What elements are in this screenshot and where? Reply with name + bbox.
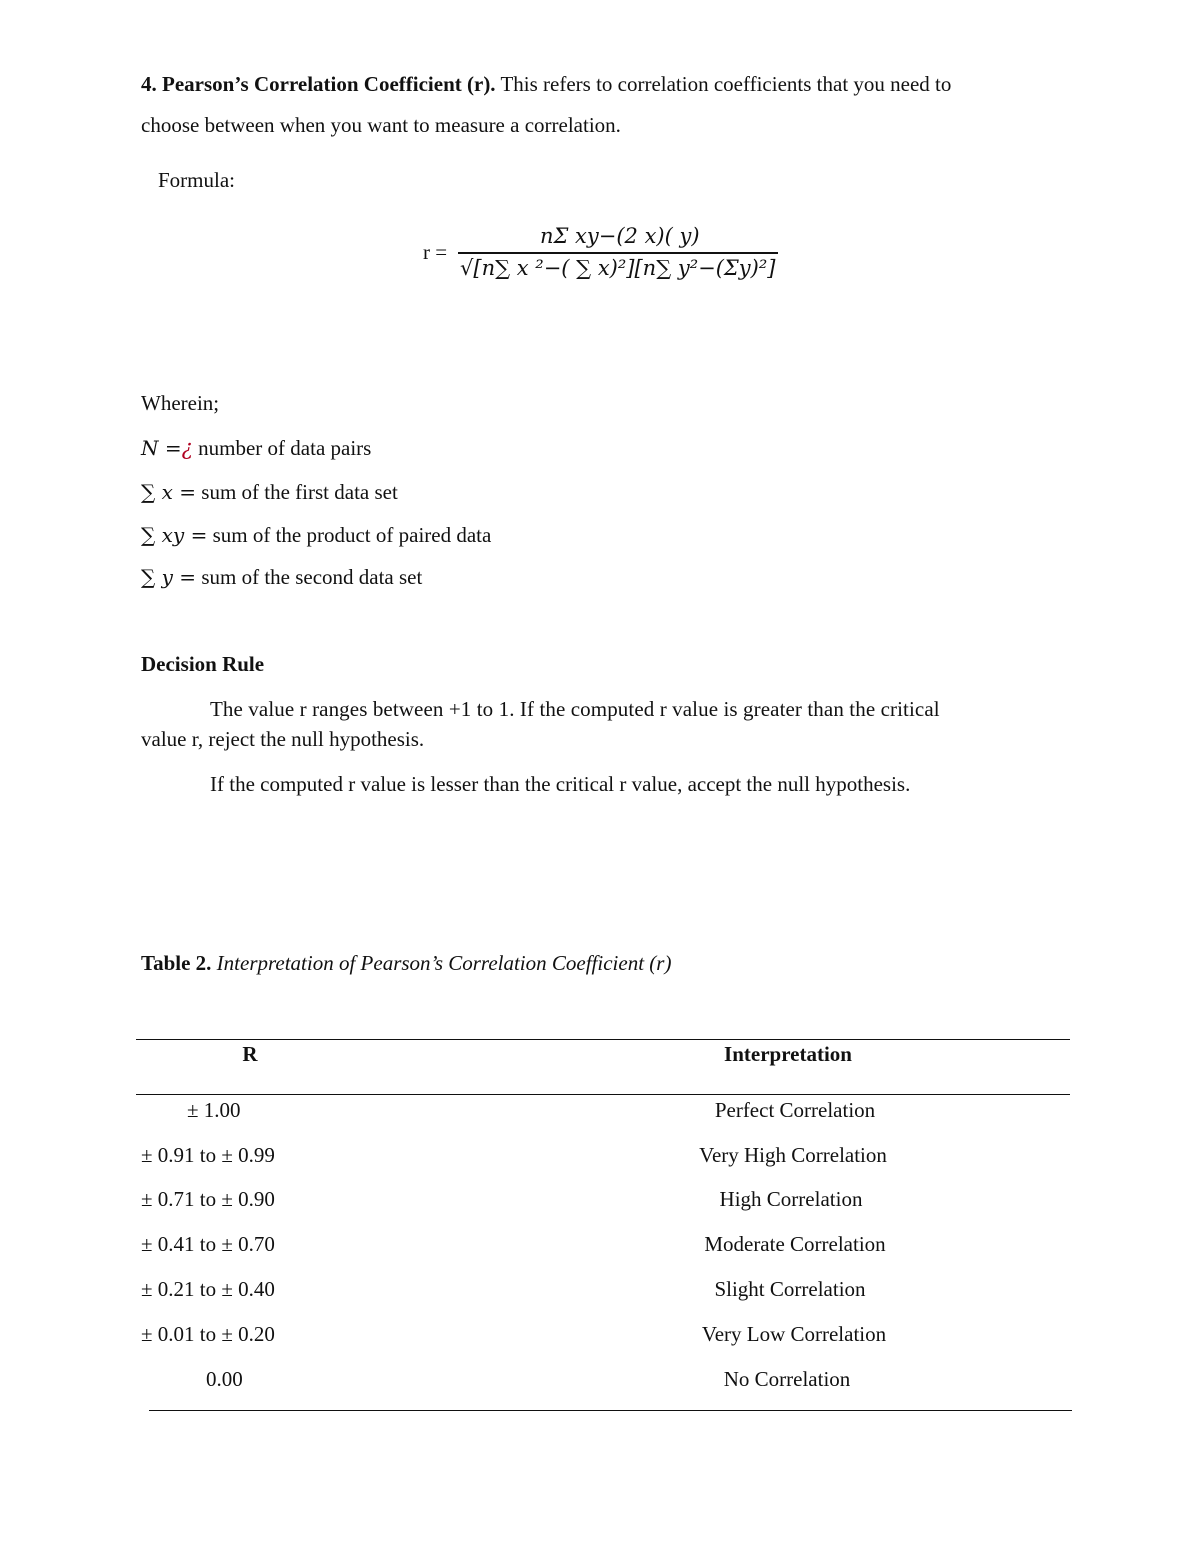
table-cell-interpretation: Slight Correlation — [714, 1277, 866, 1301]
table-top-rule — [136, 1039, 1070, 1040]
table-cell-interpretation: Very Low Correlation — [701, 1322, 887, 1346]
wherein-item-n — [141, 436, 371, 461]
section-heading: 4. Pearson’s Correlation Coefficient (r). — [141, 72, 496, 96]
intro-text-1: This refers to correlation coefficients that you need to — [500, 72, 952, 96]
decision-para2: If the computed r value is lesser than the critical r value, accept the null hypothesis. — [210, 772, 911, 796]
table-caption-text: Interpretation of Pearson’s Correlation Coefficient (r) — [216, 951, 672, 975]
formula-lhs: r = — [423, 240, 448, 264]
table-header-r: R — [242, 1042, 258, 1066]
table-cell-interpretation: Perfect Correlation — [714, 1098, 876, 1122]
wherein-item-sum-y — [141, 565, 422, 590]
decision-para1-line1: The value r ranges between +1 to 1. If the computed r value is greater than the critical — [210, 697, 940, 721]
section-intro-line2: choose between when you want to measure a correlation. — [141, 113, 621, 137]
formula-numerator: nΣ xy−(2 x)( y) — [540, 224, 700, 248]
table-header-rule — [136, 1094, 1070, 1095]
wherein-text: sum of the first data set — [196, 480, 398, 504]
wherein-red-glyph: ¿ — [181, 436, 193, 460]
wherein-item-sum-x — [141, 480, 398, 505]
wherein-label: Wherein; — [141, 391, 220, 415]
wherein-text: sum of the product of paired data — [207, 523, 492, 547]
decision-heading: Decision Rule — [141, 652, 265, 676]
table-cell-r: ± 0.41 to ± 0.70 — [141, 1232, 275, 1256]
wherein-symbol: N = — [141, 436, 182, 460]
table-caption — [141, 951, 671, 976]
wherein-text: number of data pairs — [192, 436, 372, 460]
table-cell-r: 0.00 — [206, 1367, 243, 1391]
table-cell-r: ± 1.00 — [187, 1098, 241, 1122]
table-cell-r: ± 0.01 to ± 0.20 — [141, 1322, 275, 1346]
table-cell-interpretation: High Correlation — [719, 1187, 863, 1211]
section-intro-line1 — [141, 64, 951, 105]
table-cell-r: ± 0.71 to ± 0.90 — [141, 1187, 275, 1211]
table-bottom-rule — [149, 1410, 1072, 1411]
decision-para1-line2: value r, reject the null hypothesis. — [141, 727, 425, 751]
fraction-bar — [458, 252, 778, 254]
formula-denominator: √[n∑ x ²−( ∑ x)²][n∑ y²−(Σy)²] — [460, 256, 776, 280]
wherein-symbol: ∑ xy = — [141, 523, 208, 547]
table-cell-r: ± 0.21 to ± 0.40 — [141, 1277, 275, 1301]
table-cell-interpretation: Very High Correlation — [699, 1143, 887, 1167]
table-cell-r: ± 0.91 to ± 0.99 — [141, 1143, 275, 1167]
wherein-symbol: ∑ x = — [141, 480, 197, 504]
table-caption-label: Table 2. — [141, 951, 212, 975]
formula-label: Formula: — [158, 168, 235, 192]
wherein-item-sum-xy — [141, 523, 491, 548]
table-header-interpretation: Interpretation — [724, 1042, 852, 1066]
table-cell-interpretation: Moderate Correlation — [704, 1232, 886, 1256]
table-cell-interpretation: No Correlation — [723, 1367, 851, 1391]
wherein-symbol: ∑ y = — [141, 565, 197, 589]
wherein-text: sum of the second data set — [196, 565, 423, 589]
